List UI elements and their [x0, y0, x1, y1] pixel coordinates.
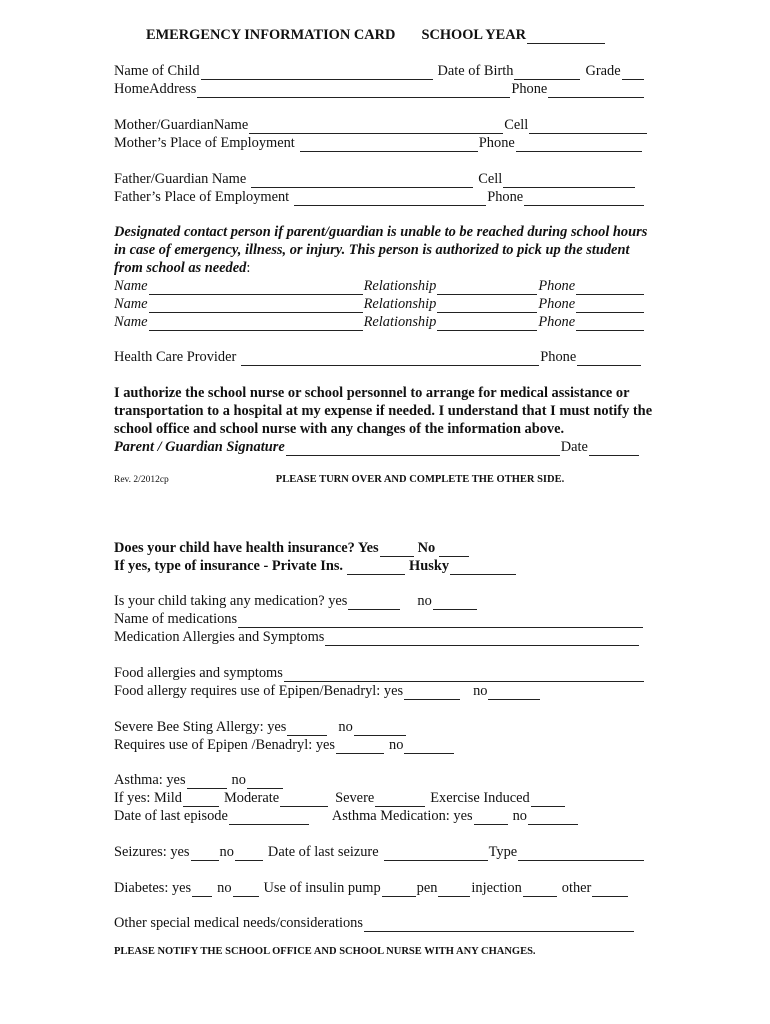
mother-name-field[interactable]	[249, 120, 503, 134]
insurance-type-row	[114, 557, 659, 575]
contact-phone-field[interactable]	[576, 281, 644, 295]
mother-phone-label: Phone	[478, 135, 515, 151]
husky-field[interactable]	[450, 561, 516, 575]
medication-names-row	[114, 610, 659, 628]
contact-name-field[interactable]	[149, 317, 363, 331]
bee-sting-yes-field[interactable]	[287, 722, 327, 736]
seizure-date-label: Date of last seizure	[267, 844, 379, 860]
bee-epipen-no-field[interactable]	[404, 740, 454, 754]
asthma-severity-row	[114, 789, 659, 807]
home-phone-label: Phone	[511, 81, 548, 97]
contact-phone-field[interactable]	[576, 299, 644, 313]
father-phone-field[interactable]	[524, 192, 644, 206]
asthma-medication-label: Asthma Medication: yes	[331, 808, 473, 824]
medication-allergies-label: Medication Allergies and Symptoms	[114, 629, 325, 645]
husky-label: Husky	[409, 558, 450, 574]
mother-employment-label: Mother’s Place of Employment	[114, 135, 295, 151]
seizures-row	[114, 843, 659, 861]
asthma-last-episode-label: Date of last episode	[114, 808, 228, 824]
health-provider-phone-field[interactable]	[577, 352, 641, 366]
asthma-moderate-label: Moderate	[223, 790, 280, 806]
father-name-row	[114, 170, 659, 188]
contact-relationship-label: Relationship	[363, 278, 437, 294]
medication-names-label: Name of medications	[114, 611, 238, 627]
asthma-episode-row	[114, 807, 659, 825]
dob-label: Date of Birth	[437, 63, 514, 79]
diabetes-no-field[interactable]	[233, 883, 259, 897]
designated-contact-row	[114, 313, 659, 331]
school-year-field[interactable]	[527, 30, 605, 44]
diabetes-no-label: no	[217, 880, 232, 896]
seizures-yes-field[interactable]	[191, 847, 219, 861]
seizure-type-label: Type	[488, 844, 518, 860]
bee-sting-label: Severe Bee Sting Allergy: yes	[114, 719, 287, 735]
contact-phone-label: Phone	[538, 314, 576, 330]
mother-name-row	[114, 116, 659, 134]
bee-epipen-row	[114, 736, 659, 754]
medication-names-field[interactable]	[238, 614, 643, 628]
asthma-no-label: no	[231, 772, 246, 788]
child-name-label: Name of Child	[114, 63, 200, 79]
food-allergies-label: Food allergies and symptoms	[114, 665, 283, 681]
insulin-pen-field[interactable]	[438, 883, 470, 897]
asthma-mild-label: If yes: Mild	[114, 790, 182, 806]
bee-sting-row	[114, 718, 659, 736]
health-provider-label: Health Care Provider	[114, 349, 237, 365]
notify-changes-note: PLEASE NOTIFY THE SCHOOL OFFICE AND SCHOOL NURSE WITH ANY CHANGES.	[114, 946, 536, 957]
food-allergies-row	[114, 664, 659, 682]
asthma-medication-yes-field[interactable]	[474, 811, 508, 825]
father-employment-row	[114, 188, 659, 206]
medication-question: Is your child taking any medication? yes	[114, 593, 348, 609]
signature-date-field[interactable]	[589, 442, 639, 456]
insulin-injection-label: injection	[471, 880, 522, 896]
asthma-exercise-label: Exercise Induced	[430, 790, 530, 806]
father-name-field[interactable]	[251, 174, 473, 188]
asthma-severe-label: Severe	[335, 790, 375, 806]
contact-phone-label: Phone	[538, 278, 576, 294]
father-cell-label: Cell	[478, 171, 503, 187]
designated-contact-row	[114, 295, 659, 313]
signature-label: Parent / Guardian Signature	[114, 439, 285, 455]
dob-field[interactable]	[514, 66, 580, 80]
food-allergies-field[interactable]	[284, 668, 644, 682]
bee-epipen-no-label: no	[389, 737, 404, 753]
insurance-type-label: If yes, type of insurance - Private Ins.	[114, 558, 344, 574]
health-provider-row	[114, 348, 659, 366]
father-employment-field[interactable]	[294, 192, 486, 206]
insurance-no-label: No	[417, 540, 436, 556]
medication-allergies-field[interactable]	[325, 632, 639, 646]
insurance-row	[114, 539, 659, 557]
seizure-date-field[interactable]	[384, 847, 488, 861]
other-needs-row	[114, 914, 659, 932]
signature-row	[114, 438, 659, 456]
insulin-pen-label: pen	[416, 880, 438, 896]
father-employment-label: Father’s Place of Employment	[114, 189, 290, 205]
asthma-last-episode-field[interactable]	[229, 811, 309, 825]
grade-label: Grade	[585, 63, 621, 79]
asthma-medication-no-field[interactable]	[528, 811, 578, 825]
seizures-no-label: no	[219, 844, 234, 860]
notify-row	[114, 944, 659, 960]
contact-relationship-field[interactable]	[437, 299, 537, 313]
medication-yes-field[interactable]	[348, 596, 400, 610]
diabetes-row	[114, 879, 659, 897]
signature-field[interactable]	[286, 442, 560, 456]
food-epipen-label: Food allergy requires use of Epipen/Benadryl: yes	[114, 683, 404, 699]
turn-over-note: PLEASE TURN OVER AND COMPLETE THE OTHER SIDE.	[275, 474, 565, 485]
asthma-no-field[interactable]	[247, 775, 283, 789]
authorization-text: I authorize the school nurse or school personnel to arrange for medical assistance or transportation to a hospital at my expense if needed. I understand that I must notify the school office and school nurse with any changes of the information above.	[114, 385, 653, 437]
mother-name-label: Mother/GuardianName	[114, 117, 249, 133]
card-header	[146, 26, 646, 44]
designated-colon: :	[246, 260, 251, 276]
contact-name-label: Name	[114, 278, 148, 294]
contact-name-label: Name	[114, 296, 148, 312]
contact-relationship-label: Relationship	[363, 314, 437, 330]
designated-intro-text: Designated contact person if parent/guardian is unable to be reached during school hours in case of emergency, illness, or injury. This person is authorized to pick up the student from school as needed	[114, 224, 648, 276]
other-needs-field[interactable]	[364, 918, 634, 932]
designated-contact-row	[114, 277, 659, 295]
card-title: EMERGENCY INFORMATION CARD	[146, 27, 396, 43]
signature-date-label: Date	[560, 439, 588, 455]
seizures-no-field[interactable]	[235, 847, 263, 861]
seizures-label: Seizures: yes	[114, 844, 190, 860]
medication-no-label: no	[417, 593, 432, 609]
health-provider-field[interactable]	[241, 352, 539, 366]
contact-name-field[interactable]	[149, 281, 363, 295]
insulin-pump-field[interactable]	[382, 883, 416, 897]
food-epipen-yes-field[interactable]	[404, 686, 460, 700]
father-phone-label: Phone	[487, 189, 524, 205]
home-address-field[interactable]	[197, 84, 510, 98]
other-needs-label: Other special medical needs/considerations	[114, 915, 363, 931]
diabetes-yes-field[interactable]	[192, 883, 212, 897]
asthma-label: Asthma: yes	[114, 772, 186, 788]
bee-sting-no-label: no	[338, 719, 353, 735]
contact-relationship-field[interactable]	[437, 281, 537, 295]
insulin-pump-label: Use of insulin pump	[263, 880, 381, 896]
insurance-question: Does your child have health insurance? Yes	[114, 540, 379, 556]
mother-phone-field[interactable]	[516, 138, 642, 152]
insulin-injection-field[interactable]	[523, 883, 557, 897]
food-epipen-no-label: no	[473, 683, 488, 699]
bee-sting-no-field[interactable]	[354, 722, 406, 736]
bee-epipen-yes-field[interactable]	[336, 740, 384, 754]
contact-name-label: Name	[114, 314, 148, 330]
private-ins-field[interactable]	[347, 561, 405, 575]
contact-relationship-label: Relationship	[363, 296, 437, 312]
child-name-field[interactable]	[201, 66, 433, 80]
mother-employment-row	[114, 134, 659, 152]
bee-epipen-label: Requires use of Epipen /Benadryl: yes	[114, 737, 336, 753]
asthma-medication-no-label: no	[512, 808, 527, 824]
contact-phone-label: Phone	[538, 296, 576, 312]
asthma-mild-field[interactable]	[183, 793, 219, 807]
turnover-row	[114, 472, 659, 488]
mother-cell-field[interactable]	[529, 120, 647, 134]
contact-relationship-field[interactable]	[437, 317, 537, 331]
home-address-row	[114, 80, 659, 98]
seizure-type-field[interactable]	[518, 847, 644, 861]
food-epipen-no-field[interactable]	[488, 686, 540, 700]
school-year-label: SCHOOL YEAR	[421, 27, 527, 43]
asthma-exercise-field[interactable]	[531, 793, 565, 807]
insulin-other-field[interactable]	[592, 883, 628, 897]
asthma-row	[114, 771, 659, 789]
asthma-severe-field[interactable]	[375, 793, 425, 807]
home-phone-field[interactable]	[548, 84, 644, 98]
insulin-other-label: other	[561, 880, 592, 896]
medication-no-field[interactable]	[433, 596, 477, 610]
diabetes-label: Diabetes: yes	[114, 880, 192, 896]
father-name-label: Father/Guardian Name	[114, 171, 247, 187]
revision-note: Rev. 2/2012cp	[114, 475, 169, 485]
designated-contact-intro	[114, 223, 659, 277]
insurance-no-field[interactable]	[439, 543, 469, 557]
child-name-row	[114, 62, 659, 80]
health-provider-phone-label: Phone	[540, 349, 577, 365]
mother-cell-label: Cell	[504, 117, 529, 133]
home-address-label: HomeAddress	[114, 81, 197, 97]
medication-row	[114, 592, 659, 610]
grade-field[interactable]	[622, 66, 644, 80]
insurance-yes-field[interactable]	[380, 543, 414, 557]
mother-employment-field[interactable]	[300, 138, 478, 152]
father-cell-field[interactable]	[503, 174, 635, 188]
asthma-yes-field[interactable]	[187, 775, 227, 789]
asthma-moderate-field[interactable]	[280, 793, 328, 807]
contact-phone-field[interactable]	[576, 317, 644, 331]
food-epipen-row	[114, 682, 659, 700]
contact-name-field[interactable]	[149, 299, 363, 313]
medication-allergies-row	[114, 628, 659, 646]
